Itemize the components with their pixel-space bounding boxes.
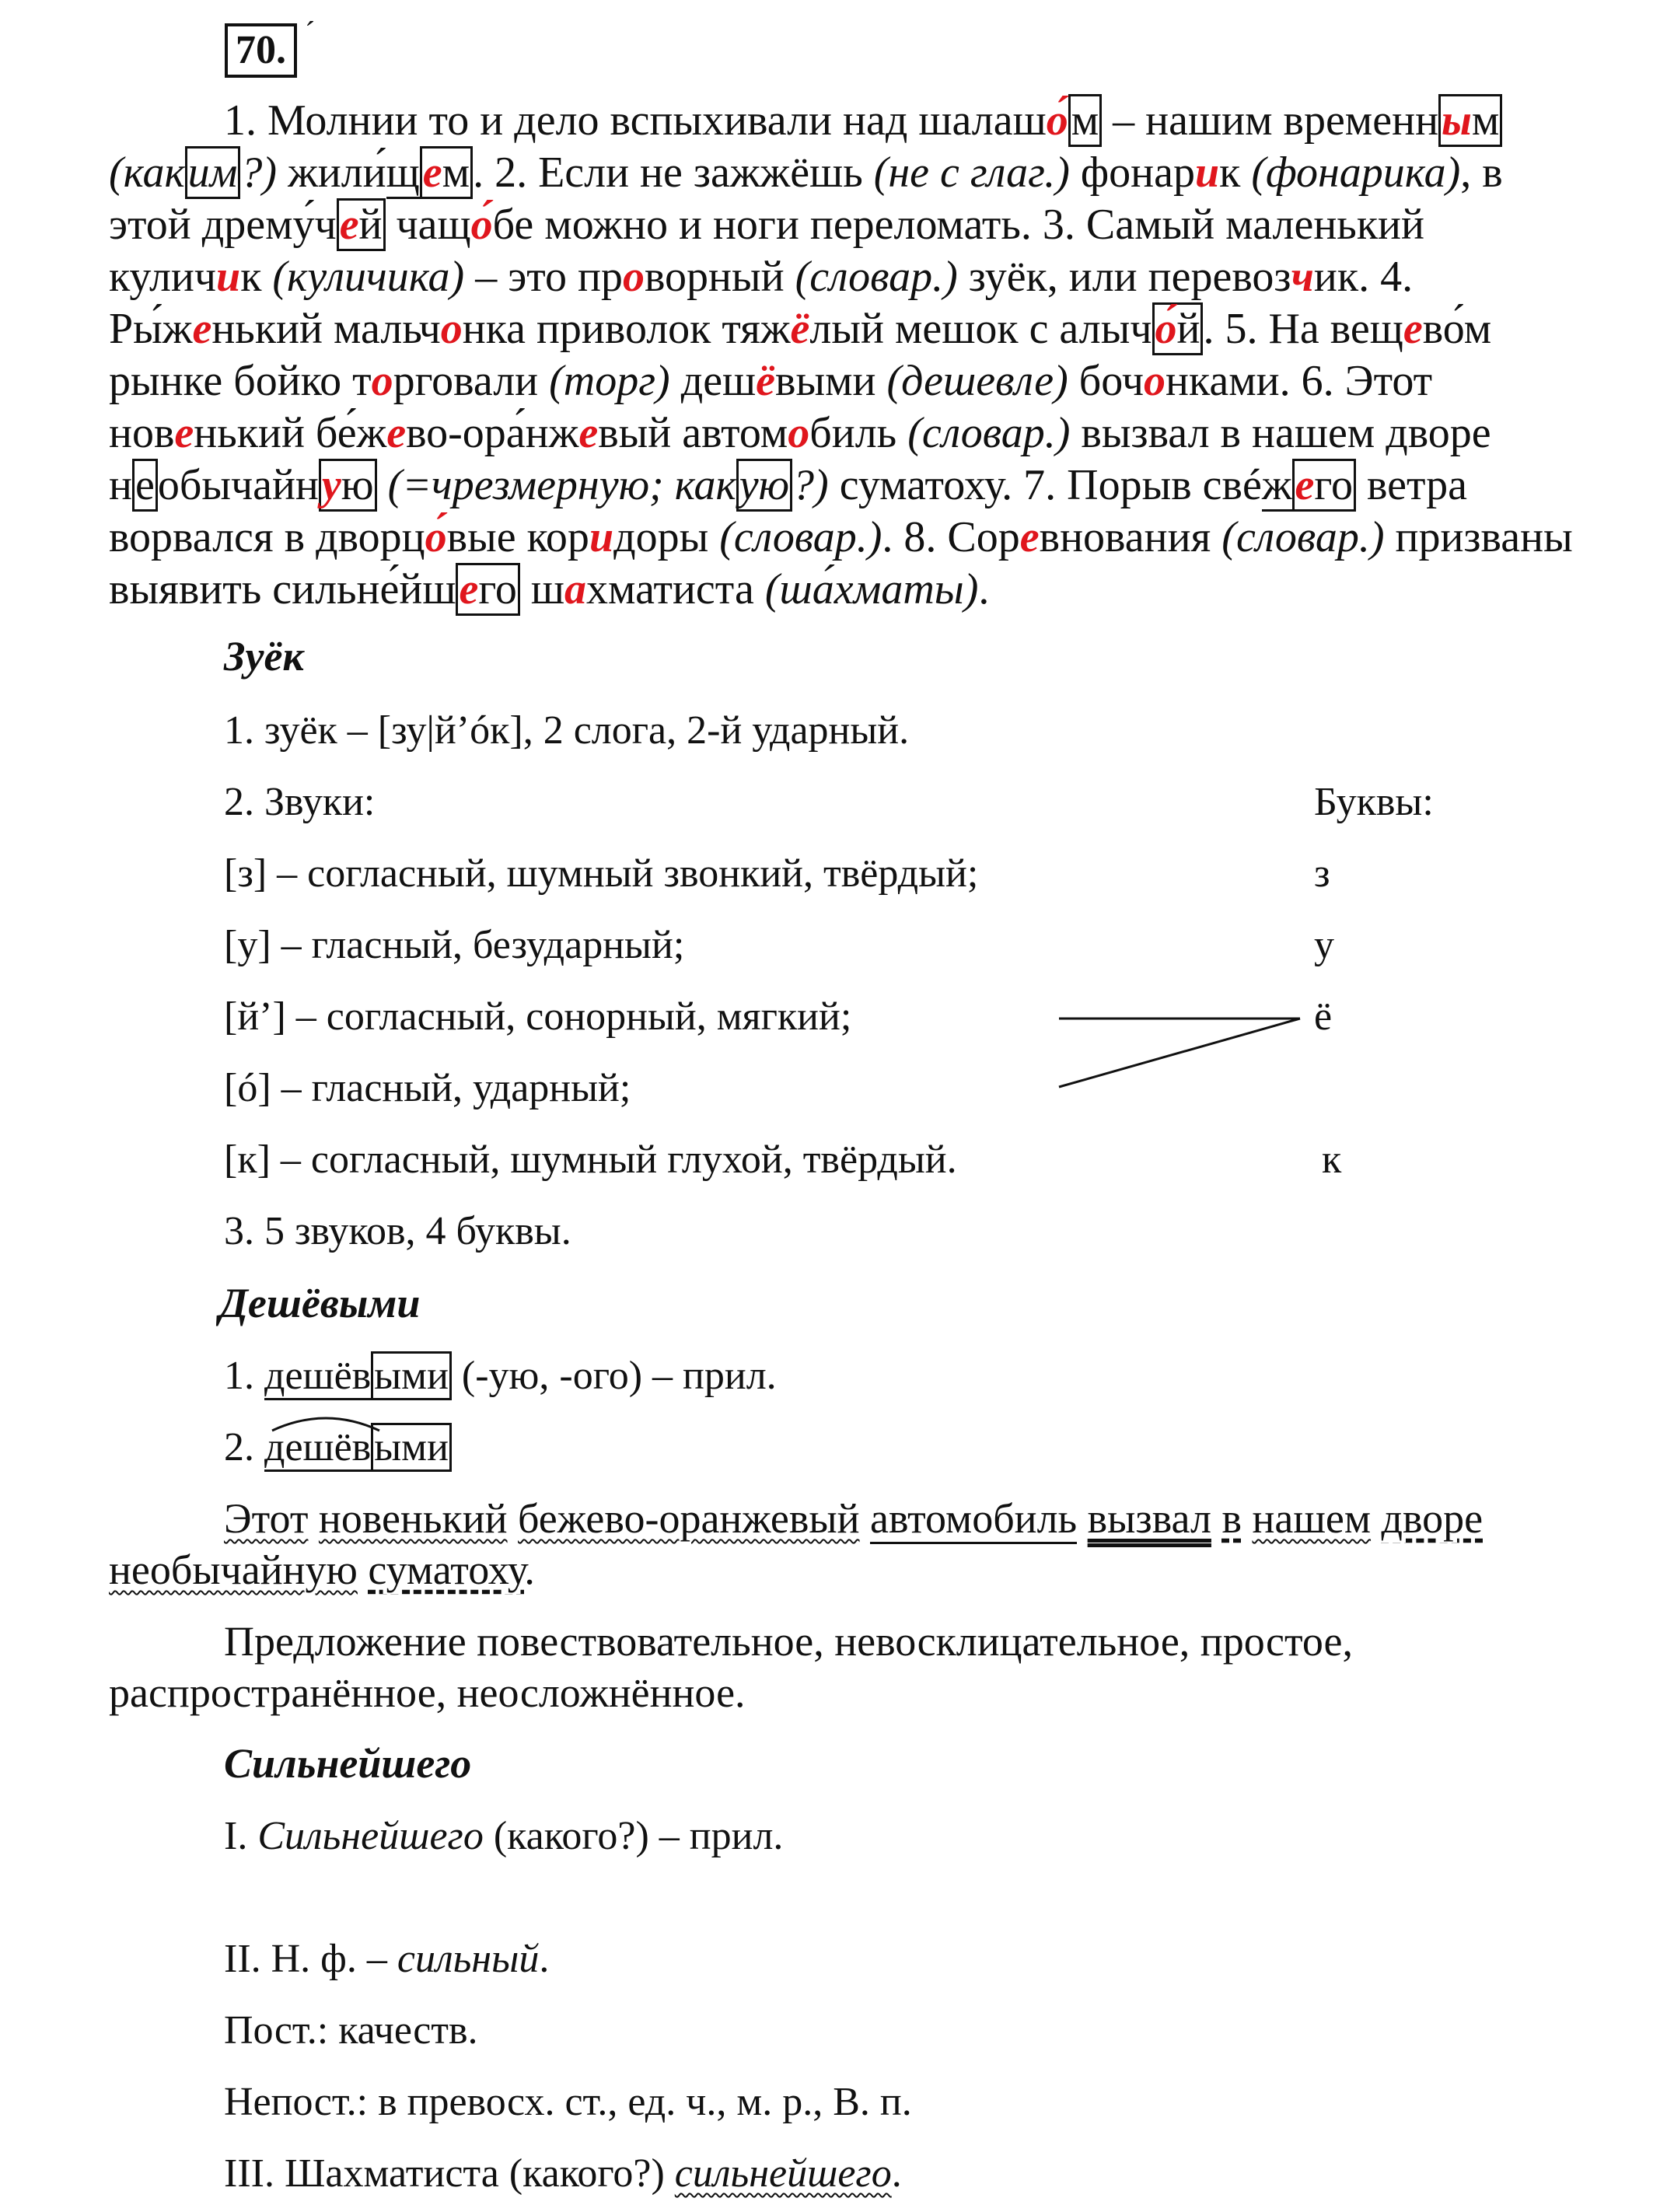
sentence-3: 3. Самый маленький кулич: [109, 201, 1424, 301]
word: хматиста: [586, 565, 765, 613]
ending-box: [420, 146, 473, 199]
letter-mark: е: [192, 305, 212, 353]
word-stem: дешёв: [264, 1354, 371, 1400]
silneyshego-heading: Сильнейшего: [224, 1740, 472, 1787]
letter-mark: е: [459, 565, 479, 613]
note: (как: [109, 149, 185, 197]
letter-cell: ё: [1314, 994, 1333, 1039]
letter-mark: ё: [790, 305, 810, 353]
letter-mark: ч: [1291, 253, 1314, 301]
silneyshego-line-3: Пост.: качеств.: [224, 2008, 478, 2053]
letter-mark: о́: [1046, 96, 1068, 145]
note: (куличика): [272, 253, 465, 301]
sentence-4: 4. Ры́ж: [109, 253, 1414, 353]
letter-mark: е: [386, 409, 407, 457]
ending-box: ыми: [371, 1351, 452, 1400]
letter-cell: у: [1314, 923, 1334, 967]
sounds-label: 2. Звуки:: [224, 780, 376, 824]
letter-mark: а: [564, 565, 587, 613]
note: (словар.): [795, 253, 958, 301]
letter-mark: е: [1295, 461, 1315, 509]
note: ?): [792, 461, 829, 509]
silneyshego-line-1: [224, 1812, 783, 1861]
deshevymi-heading: Дешёвыми: [219, 1280, 421, 1326]
letter-mark: о: [1144, 357, 1166, 405]
ending-box: ую: [736, 459, 792, 512]
word: нький мальч: [211, 305, 441, 353]
punctuation: .: [882, 513, 893, 561]
sentence-1: 1. Молнии то и дело вспыхивали над шалаш: [224, 96, 1047, 145]
word: ик.: [1313, 253, 1370, 301]
sentence-7: 7. Порыв свé: [1012, 461, 1262, 509]
item-number: 2.: [224, 1425, 264, 1469]
ending-box: им: [185, 146, 241, 199]
initial-form-label: II. Н. ф. –: [224, 1937, 397, 1981]
word: ворный: [644, 253, 795, 301]
punctuation: .: [978, 565, 990, 613]
deshevymi-line-1: [224, 1351, 777, 1401]
ending-letter: й: [358, 201, 383, 249]
punctuation: .: [1203, 305, 1214, 353]
sound-letter-connector: [1050, 987, 1314, 1096]
silneyshego-line-2: [224, 1934, 549, 1984]
syntactic-role: III. Шахматиста (какого?): [224, 2151, 675, 2196]
word: к: [1219, 149, 1252, 197]
punctuation: .: [524, 1546, 535, 1593]
word: обычайн: [157, 461, 319, 509]
ending-letter: ю: [341, 461, 374, 509]
word: доры: [613, 513, 720, 561]
letter-mark: о́: [1155, 305, 1177, 353]
sound-row: [к] – согласный, шумный глухой, твёрдый.: [224, 1137, 957, 1182]
letter-mark: и: [1194, 149, 1220, 197]
ending-box: [1438, 94, 1502, 147]
exercise-number: 70.: [225, 23, 297, 78]
letter-mark: о́: [470, 201, 493, 249]
letter-underline: ж: [1262, 461, 1292, 512]
note: (торг): [549, 357, 670, 405]
sentence-6: 6. Этот нов: [109, 357, 1433, 457]
word: бе можно и ноги переломать.: [492, 201, 1032, 249]
word: чащ: [385, 201, 471, 249]
word: нка приволок тяж: [462, 305, 791, 353]
sound-row: [у] – гласный, безударный;: [224, 923, 685, 967]
predicate-word: вызвал: [1087, 1495, 1211, 1542]
subject-word: автомобиль: [870, 1495, 1077, 1544]
sound-row: [з] – согласный, шумный звонкий, твёрдый;: [224, 851, 979, 896]
note: (словар.): [907, 409, 1071, 457]
root-arc: [267, 1410, 384, 1434]
letter-mark: о: [371, 357, 393, 405]
sentence-8: 8. Сор: [893, 513, 1020, 561]
letter-mark: о́: [425, 513, 447, 561]
word: суматоху.: [828, 461, 1013, 509]
letter-cell: к: [1322, 1137, 1342, 1182]
ending-letter: го: [1314, 461, 1353, 509]
word: – это пр: [464, 253, 623, 301]
note: (фонарика): [1251, 149, 1461, 197]
word: жили́: [277, 149, 386, 197]
item-number: 1.: [224, 1354, 264, 1398]
note: (словар.): [1221, 513, 1385, 561]
word: вызвал в нашем дворе н: [109, 409, 1491, 509]
silneyshego-line-4: Непост.: в превосх. ст., ед. ч., м. р., В. п.: [224, 2080, 912, 2124]
letter-mark: о: [440, 305, 463, 353]
letter-mark: е: [174, 409, 194, 457]
word: выми: [775, 357, 887, 405]
root-arc-path: [272, 1418, 379, 1431]
part-of-speech: (-ую, -ого) – прил.: [451, 1354, 777, 1398]
note: (ша́хматы): [764, 565, 979, 613]
modifier-word: Этот: [224, 1495, 309, 1542]
punctuation: .: [891, 2151, 902, 2196]
modifier-word: нашем: [1252, 1495, 1372, 1542]
sentence-1-cont: – нашим временн: [1102, 96, 1439, 145]
characteristics-line-1: Предложение повествовательное, невосклицательное, простое,: [224, 1618, 1354, 1665]
letter-mark: е: [1403, 305, 1423, 353]
word: ш: [519, 565, 565, 613]
word: , в этой дрему́ч: [109, 149, 1503, 249]
zuek-summary: 3. 5 звуков, 4 буквы.: [224, 1209, 571, 1253]
word: фонар: [1069, 149, 1195, 197]
letter-mark: ы: [1442, 96, 1472, 145]
adverbial-word: в: [1221, 1495, 1242, 1542]
word: внования: [1039, 513, 1222, 561]
word: нками.: [1166, 357, 1291, 405]
note: ?): [240, 149, 278, 197]
ending-box: [456, 563, 519, 616]
ending-box: ыми: [371, 1423, 452, 1472]
object-word: суматоху: [368, 1546, 525, 1593]
ending-letter: й: [1176, 305, 1200, 353]
sound-row: [й’] – согласный, сонорный, мягкий;: [224, 994, 852, 1039]
letter-mark: е: [422, 149, 442, 197]
ending-box: [319, 459, 377, 512]
word: лый мешок с алыч: [809, 305, 1152, 353]
note: (не с глаг.): [873, 149, 1070, 197]
ending-box: [337, 198, 386, 251]
modifier-word: бежево-оранжевый: [518, 1495, 860, 1542]
word: призваны выявить сильне́йш: [109, 513, 1573, 613]
letter-mark: и: [589, 513, 614, 561]
letter-mark: и: [216, 253, 241, 301]
ending-letter: м: [442, 149, 470, 197]
letter-mark: у: [321, 461, 341, 509]
note: (=чрезмерную; как: [376, 461, 736, 509]
word: деш: [669, 357, 757, 405]
item-number: I.: [224, 1814, 258, 1858]
word: рговали: [393, 357, 550, 405]
note: (дешевле): [886, 357, 1068, 405]
letter-mark: е: [1019, 513, 1040, 561]
punctuation: .: [539, 1937, 550, 1981]
letter-underline: щ: [386, 149, 420, 199]
ending-letter: м: [1471, 96, 1500, 145]
ending-letter: го: [478, 565, 517, 613]
exercise-tick-mark: ´: [305, 15, 316, 50]
punctuation: .: [473, 149, 484, 197]
modifier-word: новенький: [318, 1495, 508, 1542]
letter-mark: о: [622, 253, 645, 301]
word: вый автом: [598, 409, 788, 457]
adverbial-word: дворе: [1381, 1495, 1484, 1542]
root-text: дешёв: [264, 1425, 372, 1469]
word: зуёк, или перевоз: [957, 253, 1291, 301]
note: (словар.): [719, 513, 882, 561]
word: нький бе́ж: [194, 409, 387, 457]
letter-mark: е: [339, 201, 359, 249]
sentence-characteristics: [109, 1616, 1586, 1718]
zuek-heading: Зуёк: [224, 633, 304, 680]
sound-row: [ó] – гласный, ударный;: [224, 1066, 631, 1110]
modifier-word: сильнейшего: [674, 2151, 892, 2196]
letter-mark: о: [788, 409, 810, 457]
word: к: [240, 253, 273, 301]
zuek-transcription: 1. зуёк – [зу|й’óк], 2 слога, 2-й ударный.: [224, 708, 910, 753]
ending-box: е: [132, 459, 158, 512]
modifier-word: необычайную: [109, 1546, 358, 1593]
ending-box: [1292, 459, 1356, 512]
part-of-speech: (какого?) – прил.: [483, 1814, 784, 1858]
silneyshego-line-5: [224, 2149, 902, 2199]
initial-form: сильный: [397, 1937, 540, 1981]
ending-box: м: [1068, 94, 1102, 147]
characteristics-line-2: распространённое, неосложнённое.: [109, 1669, 746, 1716]
ending-box: [1152, 302, 1204, 355]
word: во́м рынке бойко т: [109, 305, 1492, 405]
letter-mark: ё: [756, 357, 776, 405]
letter-cell: з: [1314, 851, 1330, 896]
word: боч: [1068, 357, 1145, 405]
word: Сильнейшего: [257, 1814, 484, 1858]
word: во-ора́нж: [406, 409, 579, 457]
sentence-5: 5. На вещ: [1214, 305, 1403, 353]
letters-label: Буквы:: [1314, 780, 1434, 824]
sentence-parse: [109, 1493, 1586, 1595]
letter-mark: е: [578, 409, 599, 457]
connector-line-2: [1059, 1019, 1300, 1087]
word: ветра ворвался в дворц: [109, 461, 1467, 561]
sentence-2: 2. Если не зажжёшь: [484, 149, 874, 197]
word: биль: [809, 409, 908, 457]
exercise-text: [109, 95, 1586, 616]
word: вые кор: [446, 513, 589, 561]
